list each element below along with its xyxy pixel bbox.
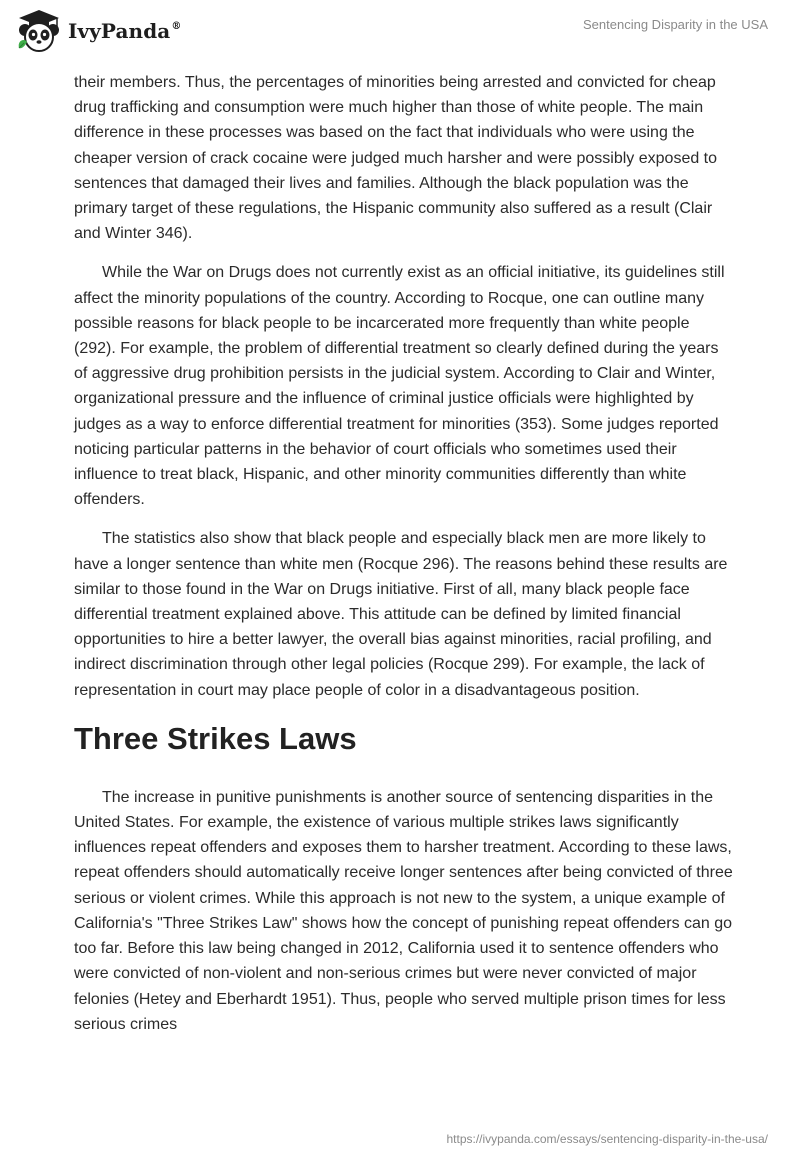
section-paragraph: The increase in punitive punishments is another source of sentencing disparities in the United States. For example, the existence of various multiple strikes laws significantly influences repeat offenders and exposes them to harsher treatment. According to these laws, repeat offenders should automatically receive longer sentences after being convicted of three serious or violent crimes. While this approach is not new to the system, a unique example of California's "Three Strikes Law" shows how the concept of punishing repeat offenders can go too far. Before this law being changed in 2012, California used it to sentence offenders who were convicted of non-violent and non-serious crimes but were never convicted of major felonies (Hetey and Eberhardt 1951). Thus, people who served multiple prison times for less serious crimes [74,788,733,1033]
paragraph-3: The statistics also show that black people and especially black men are more likely to have a longer sentence than white men (Rocque 296). The reasons behind these results are similar to those found in the War on Drugs initiative. First of all, many black people face differential treatment explained above. This attitude can be defined by limited financial opportunities to hire a better lawyer, the overall bias against minorities, racial profiling, and indirect discrimination through other legal policies (Rocque 299). For example, the lack of representation in court may place people of color in a disadvantageous position. [74,530,728,699]
paragraph-2: While the War on Drugs does not currently exist as an official initiative, its guidelines still affect the minority populations of the country. According to Rocque, one can outline many possible reasons for black people to be incarcerated more frequently than white people (292). For example, the problem of differential treatment so clearly defined during the years of aggressive drug prohibition persists in the judicial system. According to Clair and Winter, organizational pressure and the influence of criminal justice officials were highlighted by judges as a way to enforce differential treatment for minorities (353). Some judges reported noticing particular patterns in the behavior of court officials who sometimes used their influence to treat black, Hispanic, and other minority communities differently than white offenders. [74,264,725,509]
article-body [74,70,734,1051]
document-title: Sentencing Disparity in the USA [583,17,768,32]
panda-mascot-icon [15,8,63,54]
footer-url[interactable]: https://ivypanda.com/essays/sentencing-disparity-in-the-usa/ [446,1132,768,1146]
brand-name: IvyPanda® [68,19,182,43]
section-heading: Three Strikes Laws [74,720,357,756]
paragraph-1: their members. Thus, the percentages of minorities being arrested and convicted for cheap drug trafficking and consumption were much higher than those of white people. The main difference in these processes was based on the fact that individuals who were using the cheaper version of crack cocaine were judged much harsher and were possibly exposed to sentences that damaged their lives and families. Although the black population was the primary target of these regulations, the Hispanic community also suffered as a result (Clair and Winter 346). [74,74,718,243]
ivypanda-logo[interactable] [15,8,181,54]
page-header [0,0,800,70]
